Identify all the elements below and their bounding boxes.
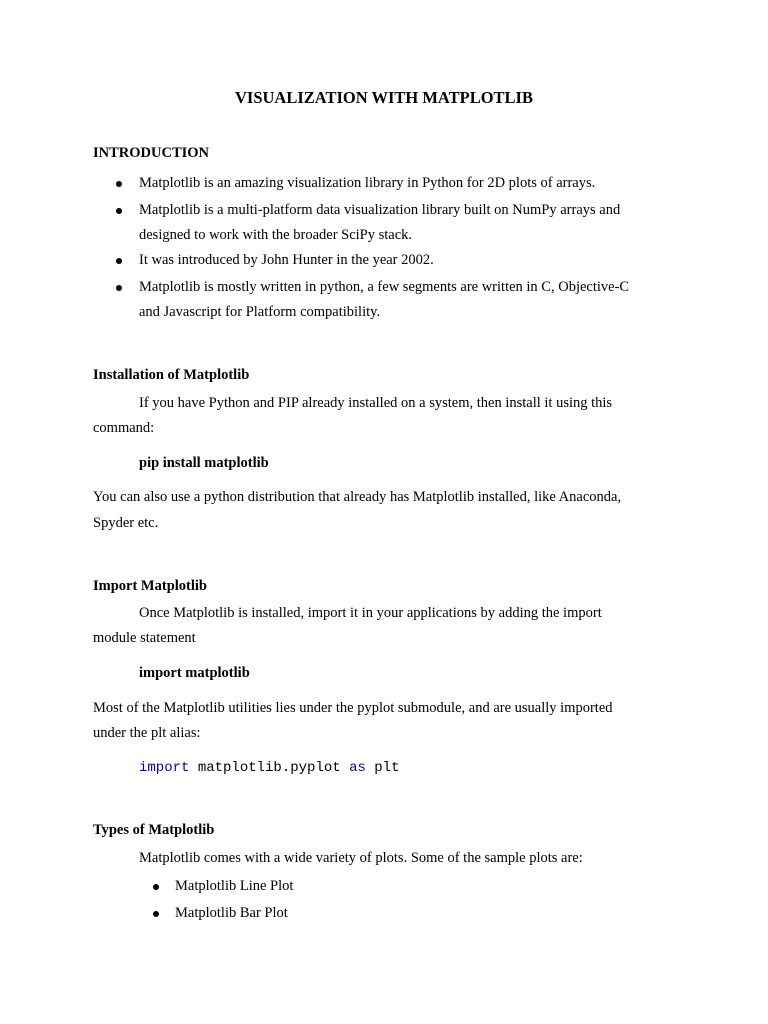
- bullet-icon: [116, 258, 122, 264]
- import-para-line-2: module statement: [93, 630, 196, 646]
- installation-note-line-1: You can also use a python distribution that already has Matplotlib installed, like Anaconda,: [93, 489, 622, 505]
- document-title: VISUALIZATION WITH MATPLOTLIB: [235, 88, 533, 107]
- types-item-1: Matplotlib Line Plot: [175, 878, 294, 894]
- code-alias: plt: [365, 760, 400, 776]
- import-heading: Import Matplotlib: [93, 578, 207, 594]
- types-item-2: Matplotlib Bar Plot: [175, 905, 288, 921]
- installation-para-line-1: If you have Python and PIP already installed on a system, then install it using this: [139, 395, 613, 411]
- intro-heading: INTRODUCTION: [93, 145, 210, 161]
- types-para: Matplotlib comes with a wide variety of plots. Some of the sample plots are:: [139, 850, 583, 866]
- code-keyword-import: import: [139, 760, 190, 776]
- bullet-icon: [116, 285, 122, 291]
- code-module: matplotlib.pyplot: [189, 760, 350, 776]
- code-snippet: [139, 760, 399, 776]
- types-heading: Types of Matplotlib: [93, 822, 215, 838]
- installation-para-line-2: command:: [93, 420, 155, 436]
- bullet-icon: [116, 181, 122, 187]
- intro-bullet-2-line-2: designed to work with the broader SciPy stack.: [139, 227, 413, 243]
- installation-heading: Installation of Matplotlib: [93, 367, 250, 383]
- intro-bullet-4-line-2: and Javascript for Platform compatibility.: [139, 304, 381, 320]
- intro-bullet-2-line-1: Matplotlib is a multi-platform data visualization library built on NumPy arrays and: [139, 202, 621, 218]
- intro-bullet-3: It was introduced by John Hunter in the year 2002.: [139, 252, 434, 268]
- installation-note-line-2: Spyder etc.: [93, 515, 159, 531]
- import-note-line-1: Most of the Matplotlib utilities lies under the pyplot submodule, and are usually imported: [93, 700, 613, 716]
- intro-bullet-1: Matplotlib is an amazing visualization library in Python for 2D plots of arrays.: [139, 175, 596, 191]
- bullet-icon: [153, 911, 159, 917]
- bullet-icon: [153, 884, 159, 890]
- import-para-line-1: Once Matplotlib is installed, import it in your applications by adding the import: [139, 605, 602, 621]
- import-command: import matplotlib: [139, 665, 250, 681]
- import-note-line-2: under the plt alias:: [93, 725, 201, 741]
- bullet-icon: [116, 208, 122, 214]
- intro-bullet-4-line-1: Matplotlib is mostly written in python, a few segments are written in C, Objective-C: [139, 279, 630, 295]
- code-keyword-as: as: [349, 760, 366, 776]
- install-command: pip install matplotlib: [139, 455, 269, 471]
